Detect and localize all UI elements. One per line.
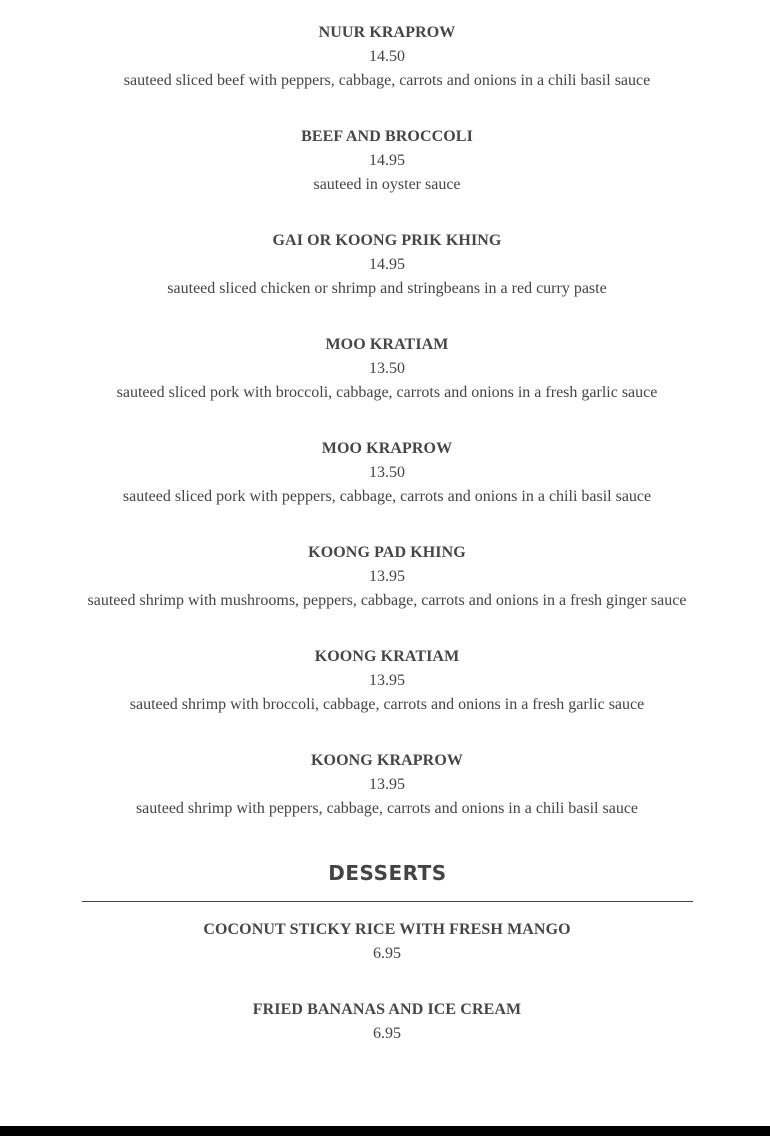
item-price: 13.50 bbox=[369, 464, 405, 481]
item-name: MOO KRAPROW bbox=[321, 440, 453, 457]
item-name: GAI OR KOONG PRIK KHING bbox=[272, 232, 502, 249]
item-price: 14.50 bbox=[369, 48, 405, 65]
item-name: KOONG PAD KHING bbox=[308, 544, 466, 561]
item-description: sauteed shrimp with broccoli, cabbage, carrots and onions in a fresh garlic sauce bbox=[129, 696, 645, 713]
menu-item bbox=[0, 749, 770, 821]
menu-item bbox=[0, 998, 770, 1046]
item-description: sauteed in oyster sauce bbox=[313, 176, 461, 193]
item-price: 6.95 bbox=[373, 1025, 401, 1042]
item-name: FRIED BANANAS AND ICE CREAM bbox=[252, 1001, 522, 1018]
item-description: sauteed sliced chicken or shrimp and stringbeans in a red curry paste bbox=[167, 280, 607, 297]
item-price: 14.95 bbox=[369, 256, 405, 273]
item-price: 13.50 bbox=[369, 360, 405, 377]
item-name: COCONUT STICKY RICE WITH FRESH MANGO bbox=[203, 921, 571, 938]
section-title: DESSERTS bbox=[328, 861, 447, 885]
item-name: BEEF AND BROCCOLI bbox=[301, 128, 473, 145]
dessert-list bbox=[0, 918, 770, 1078]
item-name: NUUR KRAPROW bbox=[318, 24, 456, 41]
item-description: sauteed sliced beef with peppers, cabbage, carrots and onions in a chili basil sauce bbox=[123, 72, 651, 89]
item-price: 13.95 bbox=[369, 776, 405, 793]
desserts-section-header bbox=[82, 855, 693, 902]
item-price: 13.95 bbox=[369, 568, 405, 585]
menu-item bbox=[0, 541, 770, 613]
menu-item bbox=[0, 125, 770, 197]
item-name: MOO KRATIAM bbox=[325, 336, 449, 353]
item-description: sauteed shrimp with mushrooms, peppers, cabbage, carrots and onions in a fresh ginger sauce bbox=[87, 592, 687, 609]
menu-item bbox=[0, 645, 770, 717]
item-name: KOONG KRAPROW bbox=[311, 752, 463, 769]
item-name: KOONG KRATIAM bbox=[314, 648, 460, 665]
item-description: sauteed sliced pork with peppers, cabbage, carrots and onions in a chili basil sauce bbox=[122, 488, 652, 505]
entree-list bbox=[0, 21, 770, 853]
menu-item bbox=[0, 918, 770, 966]
item-price: 13.95 bbox=[369, 672, 405, 689]
item-description: sauteed shrimp with peppers, cabbage, carrots and onions in a chili basil sauce bbox=[135, 800, 639, 817]
item-price: 6.95 bbox=[373, 945, 401, 962]
section-divider bbox=[82, 901, 693, 902]
item-price: 14.95 bbox=[369, 152, 405, 169]
item-description: sauteed sliced pork with broccoli, cabbage, carrots and onions in a fresh garlic sauce bbox=[116, 384, 658, 401]
menu-item bbox=[0, 333, 770, 405]
menu-item bbox=[0, 437, 770, 509]
menu-item bbox=[0, 229, 770, 301]
footer-bar bbox=[0, 1126, 770, 1136]
menu-item bbox=[0, 21, 770, 93]
